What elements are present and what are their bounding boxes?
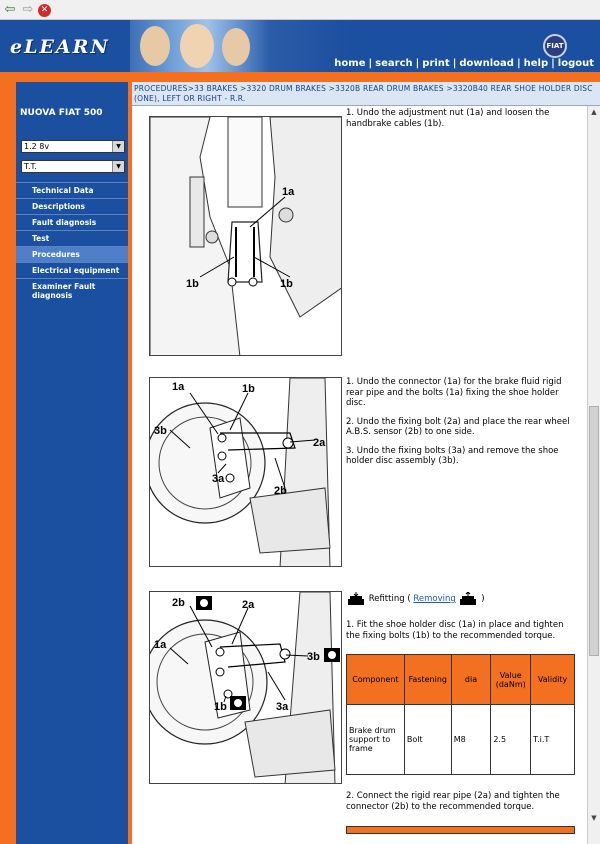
- figure-handbrake-cables: [149, 116, 342, 356]
- chevron-down-icon: ▼: [112, 141, 124, 152]
- step-2-para-3: 3. Undo the fixing bolts (3a) and remove the shoe holder disc assembly (3b).: [346, 445, 559, 466]
- fig3-label-2a: 2a: [242, 599, 255, 611]
- second-torque-table-header: [346, 826, 575, 834]
- fig3-label-2b: 2b: [172, 597, 185, 609]
- th-dia: dia: [451, 655, 491, 705]
- sidebar-item-fault-diagnosis[interactable]: Fault diagnosis: [16, 214, 128, 230]
- td-value: 2.5: [491, 705, 531, 775]
- step-1-text: [346, 108, 578, 137]
- fig2-label-1b: 1b: [242, 383, 255, 395]
- fig3-label-3a: 3a: [276, 701, 289, 713]
- td-component: Brake drum support to frame: [347, 705, 405, 775]
- fig2-label-3b: 3b: [154, 425, 167, 437]
- refitting-open-paren: (: [407, 594, 411, 604]
- nav-search[interactable]: search: [375, 58, 413, 69]
- step-2-text: [346, 377, 578, 475]
- engine-select-value: 1.2 8v: [24, 142, 50, 151]
- step-4-para: 2. Connect the rigid rear pipe (2a) and tighten the connector (2b) to the recommended torque.: [346, 791, 560, 812]
- sidebar-item-electrical-equipment[interactable]: Electrical equipment: [16, 262, 128, 278]
- th-value: Value (daNm): [491, 655, 531, 705]
- step-3-text: [346, 620, 578, 649]
- refitting-close-paren: ): [481, 594, 485, 604]
- table-row: [347, 705, 575, 775]
- sidebar-item-technical-data[interactable]: Technical Data: [16, 182, 128, 198]
- header-photo: [130, 20, 270, 72]
- top-navigation: home | search | print | download | help | logout: [334, 58, 594, 69]
- logo-text: eLEARN: [10, 36, 110, 58]
- sidebar-item-procedures[interactable]: Procedures: [16, 246, 128, 262]
- elearn-logo[interactable]: [4, 24, 128, 68]
- th-validity: Validity: [531, 655, 575, 705]
- th-component: Component: [347, 655, 405, 705]
- fig2-label-2b: 2b: [274, 485, 287, 497]
- figure-shoe-holder-removal: [149, 377, 342, 567]
- td-validity: T.i.T: [531, 705, 575, 775]
- nav-download[interactable]: download: [459, 58, 514, 69]
- scrollbar-thumb[interactable]: [589, 406, 599, 656]
- step-2-para-1: 1. Undo the connector (1a) for the brake fluid rigid rear pipe and the bolts (1a) fixing the shoe holder disc.: [346, 377, 562, 408]
- content-scrollbar[interactable]: [587, 106, 600, 844]
- nav-home[interactable]: home: [334, 58, 366, 69]
- step-1-para: 1. Undo the adjustment nut (1a) and loosen the handbrake cables (1b).: [346, 108, 550, 129]
- fig3-label-3b: 3b: [307, 651, 320, 663]
- fig1-label-1b-right: 1b: [280, 278, 293, 290]
- fig2-label-2a: 2a: [313, 437, 326, 449]
- back-arrow-icon[interactable]: ⇦: [4, 2, 16, 17]
- nav-logout[interactable]: logout: [557, 58, 594, 69]
- removing-link[interactable]: Removing: [413, 594, 456, 604]
- fig2-label-1a: 1a: [172, 381, 185, 393]
- figure-shoe-holder-refitting: [149, 591, 342, 784]
- model-title: NUOVA FIAT 500: [20, 108, 103, 118]
- orange-left-border: [0, 82, 16, 844]
- removing-icon: [458, 592, 478, 606]
- orange-strip: [0, 72, 600, 82]
- site-header: [0, 20, 600, 72]
- sidebar-item-examiner-fault-diagnosis[interactable]: Examiner Fault diagnosis: [16, 278, 128, 303]
- stop-icon[interactable]: ✕: [38, 4, 51, 17]
- torque-table: [346, 654, 575, 775]
- sidebar-item-test[interactable]: Test: [16, 230, 128, 246]
- nav-print[interactable]: print: [422, 58, 450, 69]
- trim-select-value: T.T.: [24, 162, 37, 171]
- sidebar: [16, 82, 128, 844]
- refitting-icon: [346, 592, 366, 606]
- forward-arrow-icon[interactable]: ⇨: [22, 2, 34, 17]
- refitting-line: [346, 588, 485, 610]
- step-2-para-2: 2. Undo the fixing bolt (2a) and place the rear wheel A.B.S. sensor (2b) to one side.: [346, 416, 570, 437]
- fig1-label-1b-left: 1b: [186, 278, 199, 290]
- sidebar-item-descriptions[interactable]: Descriptions: [16, 198, 128, 214]
- browser-toolbar: [0, 0, 600, 20]
- sidebar-menu: [16, 182, 128, 303]
- scroll-down-icon[interactable]: ▼: [591, 814, 597, 822]
- fig2-label-3a: 3a: [212, 473, 225, 485]
- engine-select[interactable]: [21, 140, 125, 153]
- td-fastening: Bolt: [404, 705, 451, 775]
- chevron-down-icon: ▼: [112, 161, 124, 172]
- breadcrumb: PROCEDURES>33 BRAKES >3320 DRUM BRAKES >3320B REAR DRUM BRAKES >3320B40 REAR SHOE HOLDER DISC (ONE), LEFT OR RIGHT - R.R.: [132, 82, 600, 106]
- nav-help[interactable]: help: [523, 58, 549, 69]
- fig3-label-1a: 1a: [154, 639, 167, 651]
- refitting-label: Refitting: [368, 594, 405, 604]
- step-3-para: 1. Fit the shoe holder disc (1a) in place and tighten the fixing bolts (1b) to the recommended torque.: [346, 620, 564, 641]
- fig3-label-1b: 1b: [214, 701, 227, 713]
- th-fastening: Fastening: [404, 655, 451, 705]
- td-dia: M8: [451, 705, 491, 775]
- fiat-badge-icon: FIAT: [543, 34, 567, 58]
- fig1-label-1a: 1a: [282, 186, 295, 198]
- trim-select[interactable]: [21, 160, 125, 173]
- scroll-up-icon[interactable]: ▲: [591, 108, 597, 116]
- step-4-text: [346, 791, 578, 820]
